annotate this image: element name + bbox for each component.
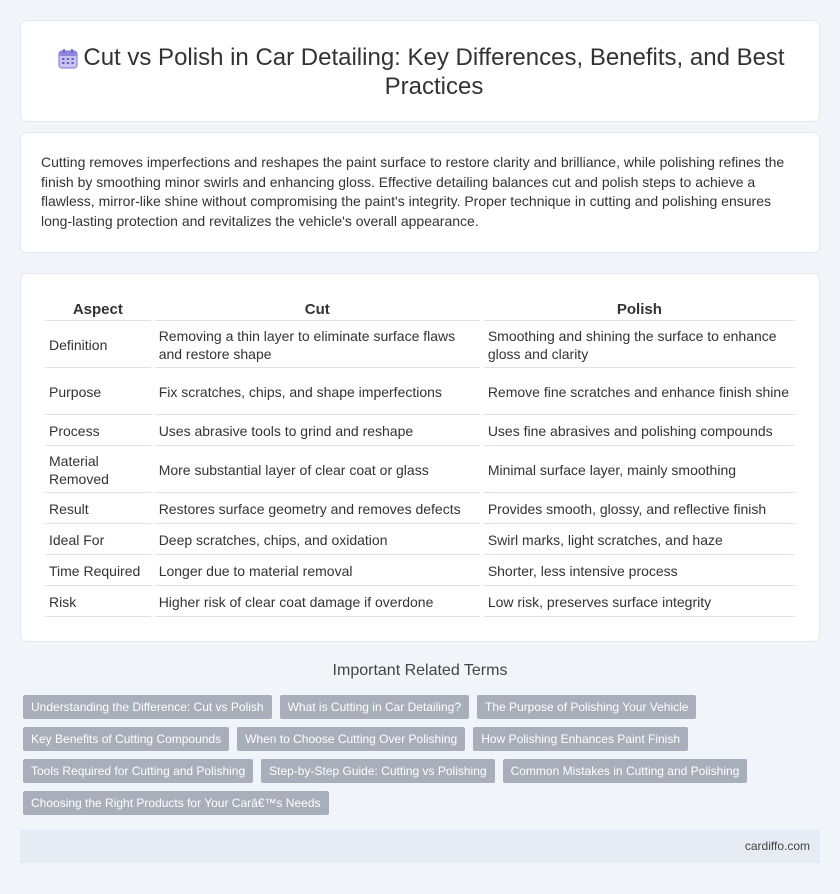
row-aspect: Time Required xyxy=(45,557,151,586)
row-cut: Longer due to material removal xyxy=(155,557,480,586)
comparison-card xyxy=(20,273,820,642)
row-cut: More substantial layer of clear coat or glass xyxy=(155,448,480,493)
header-cut: Cut xyxy=(155,296,480,321)
related-term-link[interactable]: Tools Required for Cutting and Polishing xyxy=(23,759,253,783)
related-term-link[interactable]: How Polishing Enhances Paint Finish xyxy=(473,727,688,751)
table-header-row xyxy=(45,296,795,321)
footer-site-link[interactable]: cardiffo.com xyxy=(744,839,810,853)
row-polish: Uses fine abrasives and polishing compounds xyxy=(484,417,795,446)
table-row xyxy=(45,448,795,493)
row-polish: Swirl marks, light scratches, and haze xyxy=(484,526,795,555)
page-title: Cut vs Polish in Car Detailing: Key Differences, Benefits, and Best Practices xyxy=(83,44,785,100)
row-polish: Low risk, preserves surface integrity xyxy=(484,588,795,617)
row-cut: Removing a thin layer to eliminate surface flaws and restore shape xyxy=(155,323,480,368)
row-aspect: Material Removed xyxy=(45,448,151,493)
row-aspect: Definition xyxy=(45,323,151,368)
related-terms-list xyxy=(23,695,783,815)
table-row xyxy=(45,588,795,617)
table-row xyxy=(45,495,795,524)
table-row xyxy=(45,417,795,446)
related-term-link[interactable]: The Purpose of Polishing Your Vehicle xyxy=(477,695,696,719)
row-aspect: Purpose xyxy=(45,370,151,415)
row-cut: Restores surface geometry and removes defects xyxy=(155,495,480,524)
related-term-link[interactable]: Key Benefits of Cutting Compounds xyxy=(23,727,229,751)
related-term-link[interactable]: Common Mistakes in Cutting and Polishing xyxy=(503,759,748,783)
comparison-table xyxy=(41,294,799,619)
intro-card xyxy=(20,132,820,253)
row-cut: Fix scratches, chips, and shape imperfections xyxy=(155,370,480,415)
row-aspect: Result xyxy=(45,495,151,524)
related-term-link[interactable]: Understanding the Difference: Cut vs Polish xyxy=(23,695,272,719)
table-row xyxy=(45,323,795,368)
row-cut: Higher risk of clear coat damage if overdone xyxy=(155,588,480,617)
title-card xyxy=(20,20,820,122)
table-row xyxy=(45,526,795,555)
table-row xyxy=(45,370,795,415)
row-polish: Minimal surface layer, mainly smoothing xyxy=(484,448,795,493)
footer xyxy=(20,830,820,863)
intro-paragraph: Cutting removes imperfections and reshapes the paint surface to restore clarity and brilliance, while polishing refines the finish by smoothing minor swirls and enhancing gloss. Effective detailing balances cut and polish steps to achieve a flawless, mirror-like shine without compromising the paint's integrity. Proper technique in cutting and polishing ensures long-lasting protection and revitalizes the vehicle's overall appearance. xyxy=(41,154,785,229)
related-term-link[interactable]: What is Cutting in Car Detailing? xyxy=(280,695,469,719)
related-term-link[interactable]: Step-by-Step Guide: Cutting vs Polishing xyxy=(261,759,494,783)
row-aspect: Ideal For xyxy=(45,526,151,555)
header-polish: Polish xyxy=(484,296,795,321)
row-cut: Deep scratches, chips, and oxidation xyxy=(155,526,480,555)
related-term-link[interactable]: When to Choose Cutting Over Polishing xyxy=(237,727,465,751)
row-polish: Shorter, less intensive process xyxy=(484,557,795,586)
row-aspect: Process xyxy=(45,417,151,446)
row-polish: Remove fine scratches and enhance finish shine xyxy=(484,370,795,415)
related-term-link[interactable]: Choosing the Right Products for Your Carâ€™s Needs xyxy=(23,791,329,815)
row-polish: Smoothing and shining the surface to enhance gloss and clarity xyxy=(484,323,795,368)
header-aspect: Aspect xyxy=(45,296,151,321)
table-row xyxy=(45,557,795,586)
row-aspect: Risk xyxy=(45,588,151,617)
row-cut: Uses abrasive tools to grind and reshape xyxy=(155,417,480,446)
row-polish: Provides smooth, glossy, and reflective finish xyxy=(484,495,795,524)
related-terms-heading: Important Related Terms xyxy=(332,662,508,679)
